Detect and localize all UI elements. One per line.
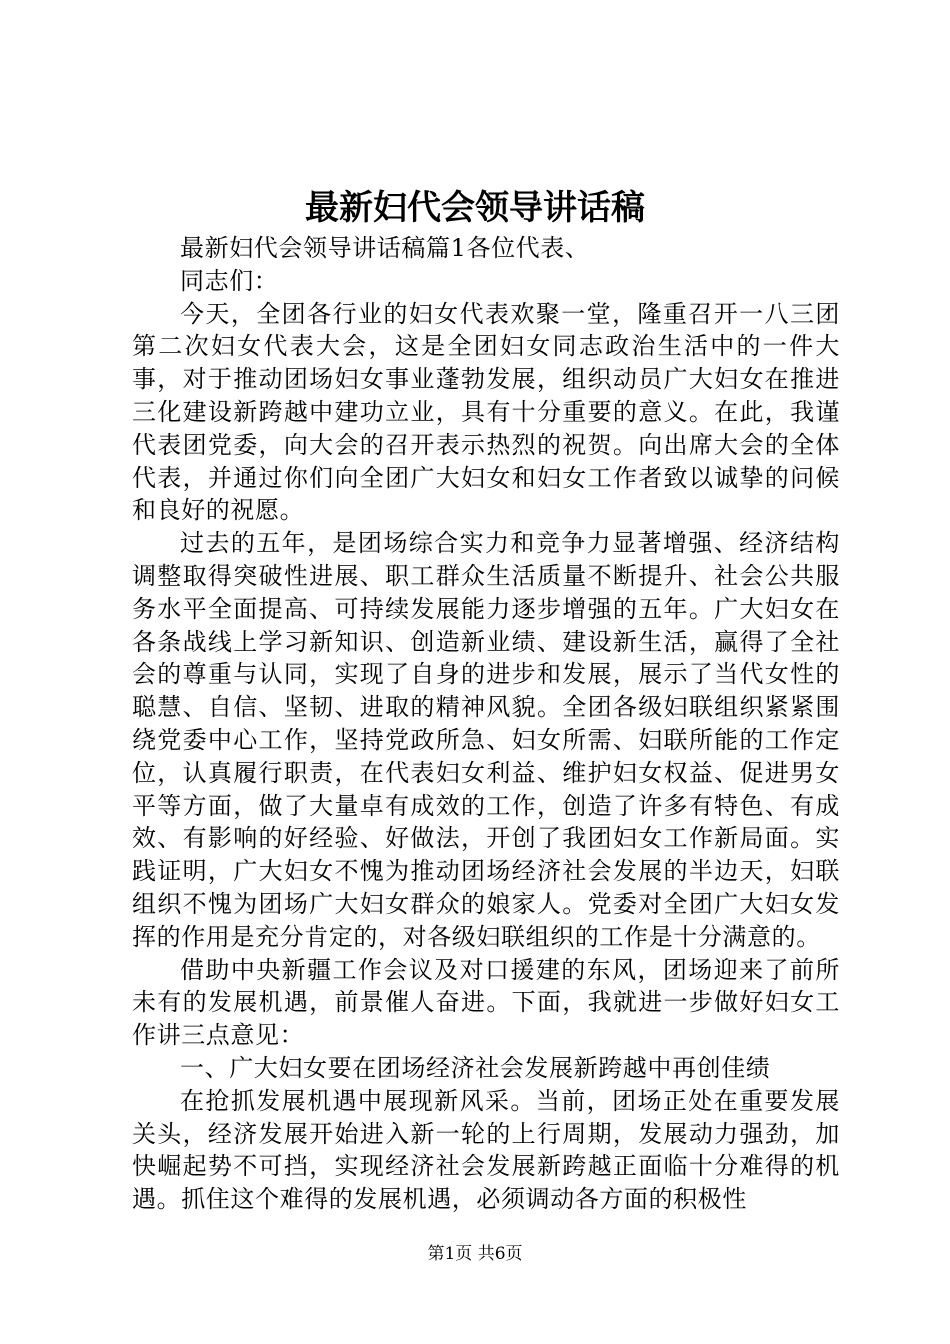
paragraph-heading-line: 最新妇代会领导讲话稿篇1各位代表、 bbox=[180, 234, 590, 262]
document-body bbox=[132, 232, 840, 1216]
paragraph-three-opinions: 借助中央新疆工作会议及对口援建的东风，团场迎来了前所未有的发展机遇，前景催人奋进。下面，我就进一步做好妇女工作讲三点意见： bbox=[132, 955, 840, 1050]
page-number-footer: 第1页 共6页 bbox=[427, 1244, 523, 1264]
paragraph-opening: 今天，全团各行业的妇女代表欢聚一堂，隆重召开一八三团第二次妇女代表大会，这是全团妇女同志政治生活中的一件大事，对于推动团场妇女事业蓬勃发展，组织动员广大妇女在推进三化建设新跨越中建功立业，具有十分重要的意义。在此，我谨代表团党委，向大会的召开表示热烈的祝贺。向出席大会的全体代表，并通过你们向全团广大妇女和妇女工作者致以诚挚的问候和良好的祝愿。 bbox=[132, 299, 840, 525]
paragraph-new-style: 在抢抓发展机遇中展现新风采。当前，团场正处在重要发展关头，经济发展开始进入新一轮的上行周期，发展动力强劲，加快崛起势不可挡，实现经济社会发展新跨越正面临十分难得的机遇。抓住这个难得的发展机遇，必须调动各方面的积极性 bbox=[132, 1086, 840, 1214]
paragraph-salutation: 同志们： bbox=[180, 266, 279, 295]
section-heading-one: 一、广大妇女要在团场经济社会发展新跨越中再创佳绩 bbox=[180, 1053, 771, 1082]
document-title: 最新妇代会领导讲话稿 bbox=[305, 188, 645, 228]
paragraph-past-five-years: 过去的五年，是团场综合实力和竞争力显著增强、经济结构调整取得突破性进展、职工群众生活质量不断提升、社会公共服务水平全面提高、可持续发展能力逐步增强的五年。广大妇女在各条战线上学习新知识、创造新业绩、建设新生活，赢得了全社会的尊重与认同，实现了自身的进步和发展，展示了当代女性的聪慧、自信、坚韧、进取的精神风貌。全团各级妇联组织紧紧围绕党委中心工作，坚持党政所急、妇女所需、妇联所能的工作定位，认真履行职责，在代表妇女利益、维护妇女权益、促进男女平等方面，做了大量卓有成效的工作，创造了许多有特色、有成效、有影响的好经验、好做法，开创了我团妇女工作新局面。实践证明，广大妇女不愧为推动团场经济社会发展的半边天，妇联组织不愧为团场广大妇女群众的娘家人。党委对全团广大妇女发挥的作用是充分肯定的，对各级妇联组织的工作是十分满意的。 bbox=[132, 529, 840, 951]
